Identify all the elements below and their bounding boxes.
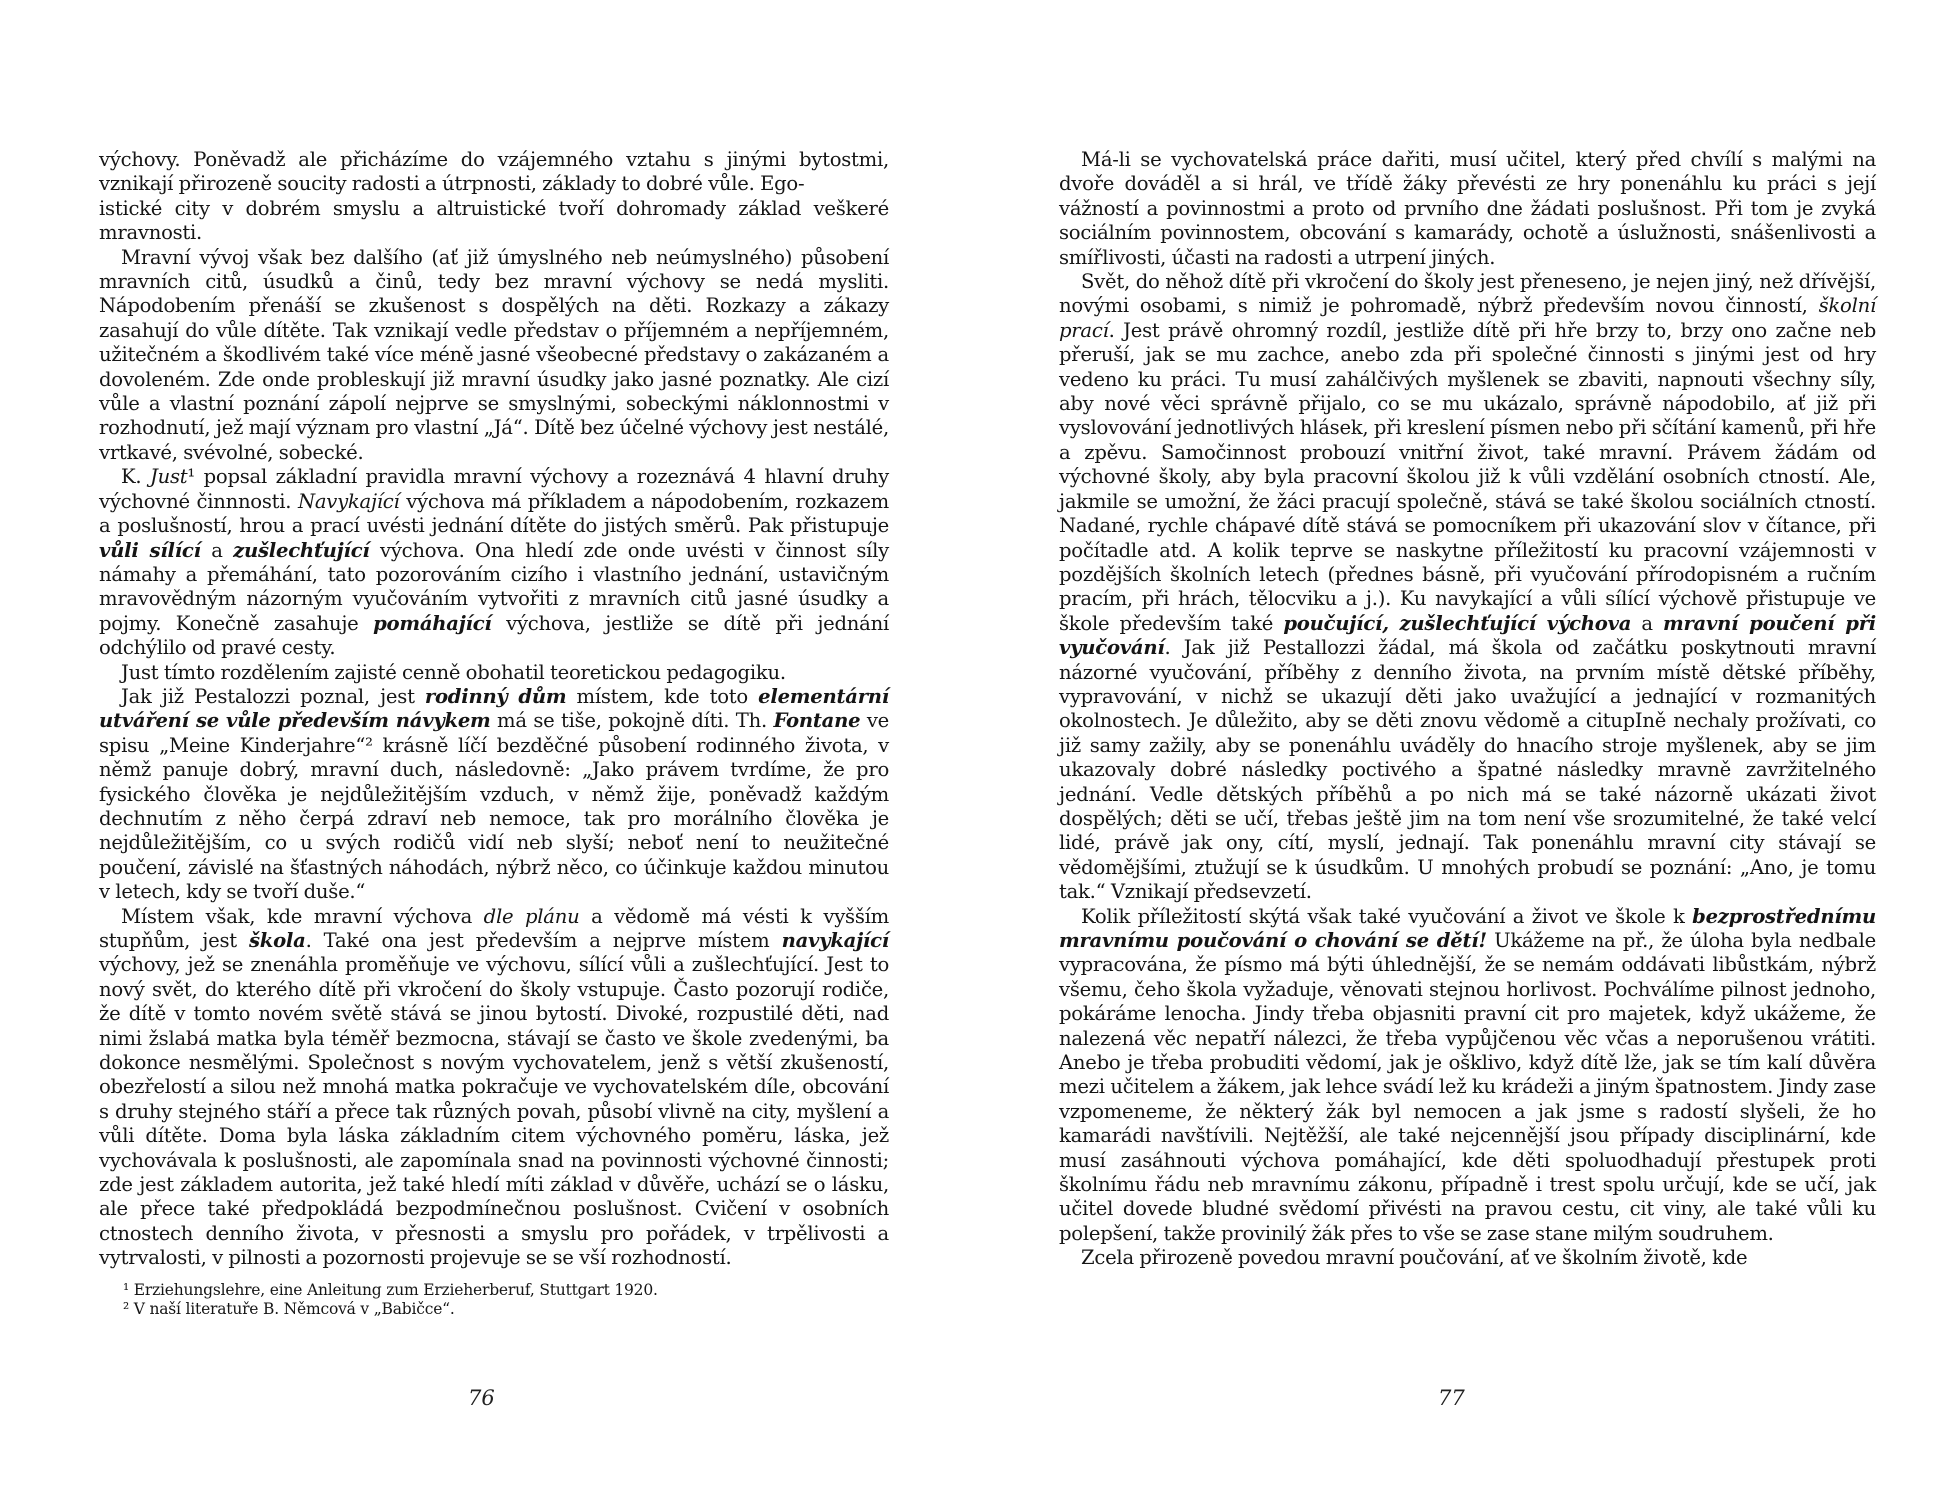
footnote-1: ¹ Erziehungslehre, eine Anleitung zum Erzieherberuf, Stuttgart 1920. [123, 1280, 658, 1299]
left-page [99, 148, 889, 1319]
paragraph: Má-li se vychovatelská práce dařiti, musí učitel, který před chvílí s malými na dvoře dováděl a si hrál, ve třídě žáky převésti ze hry ponenáhlu ku práci s její vážností a povinnostmi a proto od prvního dne žádati poslušnost. Při tom je zvyká sociálním povinnostem, obcování s kamarády, ochotě a úslužnosti, snášenlivosti a smířlivosti, účasti na radosti a utrpení jiných. [1059, 148, 1876, 269]
page-number-left: 76 [468, 1386, 495, 1410]
right-page [1059, 148, 1876, 1271]
paragraph: výchovy. Poněvadž ale přicházíme do vzájemného vztahu s jinými bytostmi, vznikají přirozeně soucity radosti a útrpnosti, základy to dobré vůle. Ego- istické city v dobrém smyslu a altruistické tvoří dohromady základ veškeré mravnosti. [99, 148, 889, 245]
page-number-right: 77 [1438, 1386, 1465, 1410]
paragraph: Místem však, kde mravní výchova dle plánu a vědomě má vésti k vyšším stupňům, jest škola. Také ona jest především a nejprve místem navykající výchovy, jež se znenáhla proměňuje ve výchovu, sílící vůli a zušlechťující. Jest to nový svět, do kterého dítě při vkročení do školy vstupuje. Často pozorují rodiče, že dítě v tomto novém světě stává se jinou bytostí. Divoké, rozpustilé děti, nad nimi žslabá matka byla téměř bezmocna, stávají se často ve škole zvedenými, ba dokonce nesmělými. Společnost s novým vychovatelem, jenž s větší zkušeností, obezřelostí a silou než mnohá matka pokračuje ve vychovatelském díle, obcování s druhy stejného stáří a přece tak různých povah, působí vlivně na city, myšlení a vůli dítěte. Doma byla láska základním citem výchovného poměru, láska, jež vychovávala k poslušnosti, ale zapomínala snad na povinnosti výchovné činnosti; zde jest základem autorita, jež také hledí míti základ v důvěře, uchází se o lásku, ale přece také předpokládá bezpodmínečnou poslušnost. Cvičení v osobních ctnostech denního života, v přesnosti a smyslu pro pořádek, v trpělivosti a vytrvalosti, v pilnosti a pozornosti projevuje se se vší rozhodností. [99, 904, 889, 1270]
paragraph: K. Just¹ popsal základní pravidla mravní výchovy a rozeznává 4 hlavní druhy výchovné činnnosti. Navykající výchova má příkladem a nápodobením, rozkazem a poslušností, hrou a prací uvésti jednání dítěte do jistých směrů. Pak přistupuje vůli sílící a zušlechťující výchova. Ona hledí zde onde uvésti v činnost síly námahy a přemáhání, tato pozorováním cizího i vlastního jednání, ustavičným mravovědným názorným vyučováním vytvořiti z mravních citů jasné úsudky a pojmy. Konečně zasahuje pomáhající výchova, jestliže se dítě při jednání odchýlilo od pravé cesty. [99, 465, 889, 660]
paragraph: Jak již Pestalozzi poznal, jest rodinný dům místem, kde toto elementární utváření se vůle především návykem má se tiše, pokojně díti. Th. Fontane ve spisu „Meine Kinderjahre“² krásně líčí bezděčné působení rodinného života, v němž panuje dobrý, mravní duch, následovně: „Jako právem tvrdíme, že pro fysického člověka je nejdůležitějším vzduch, v němž žije, poněvadž každým dechnutím z něho čerpá zdraví neb nemoce, tak pro morálního člověka je nejdůležitějším, co u svých rodičů vidí neb slyší; neboť není to neužitečné poučení, závislé na šťastných náhodách, nýbrž něco, co účinkuje každou minutou v letech, kdy se tvoří duše.“ [99, 684, 889, 904]
right-page-text [1059, 148, 1876, 1271]
paragraph: Just tímto rozdělením zajisté cenně obohatil teoretickou pedagogiku. [121, 660, 786, 684]
paragraph: Zcela přirozeně povedou mravní poučování, ať ve školním životě, kde [1081, 1246, 1748, 1270]
paragraph: Svět, do něhož dítě při vkročení do školy jest přeneseno, je nejen jiný, než dřívější, novými osobami, s nimiž je pohromadě, nýbrž především novou činností, školní prací. Jest právě ohromný rozdíl, jestliže dítě při hře brzy to, brzy ono začne neb přeruší, jak se mu zachce, anebo zda při společné činnosti s jinými jest od hry vedeno ku práci. Tu musí zahálčivých myšlenek se zbaviti, napnouti všechny síly, aby nové věci správně přijalo, co se mu ukázalo, správně nápodobilo, ať již při vyslovování jednotlivých hlásek, při kreslení písmen nebo při sčítání kamenů, při hře a zpěvu. Samočinnost probouzí vnitřní život, také mravní. Právem žádám od výchovné školy, aby byla pracovní školou již k vůli vzdělání osobních ctností. Ale, jakmile se umožní, že žáci pracují společně, stává se také školou sociálních ctností. Nadané, rychle chápavé dítě stává se pomocníkem při ukazování slov v čítance, při počítadle atd. A kolik teprve se naskytne příležitostí ku pracovní vzájemnosti v pozdějších školních letech (přednes básně, při vyučování přírodopisném a ručním pracím, při hrách, tělocviku a j.). Ku navykající a vůli sílící výchově přistupuje ve škole především také poučující, zušlechťující výchova a mravní poučení při vyučování. Jak již Pestallozzi žádal, má škola od začátku poskytnouti mravní názorné vyučování, příběhy z denního života, na prvním místě dětské příběhy, vypravování, v nichž se ukazují děti jako uvažující a jednající v rozmanitých okolnostech. Je důležito, aby se děti znovu vědomě a citupIně nechaly prožívati, co již samy zažily, aby se ponenáhlu uváděly do hnacího stroje myšlenek, aby se jim ukazovaly dobré následky poctivého a špatné následky mravně zavržitelného jednání. Vedle dětských příběhů a po nich má se také názorně ukázati život dospělých; děti se učí, třebas ještě jim na tom není vše srozumitelné, že také velcí lidé, právě jak ony, cítí, myslí, jednají. Tak ponenáhlu mravní city stávají se vědomějšími, ztužují se k úsudkům. U mnohých probudí se poznání: „Ano, je tomu tak.“ Vznikají předsevzetí. [1059, 270, 1876, 904]
left-page-text [99, 148, 889, 1271]
footnotes [99, 1281, 889, 1319]
paragraph: Mravní vývoj však bez dalšího (ať již úmyslného neb neúmyslného) působení mravních citů, úsudků a činů, tedy bez mravní výchovy se nedá mysliti. Nápodobením přenáší se zkušenost s dospělých na děti. Rozkazy a zákazy zasahují do vůle dítěte. Tak vznikají vedle představ o příjemném a nepříjemném, užitečném a škodlivém také více méně jasné všeobecné představy o zakázaném a dovoleném. Zde onde probleskují již mravní úsudky jako jasné poznatky. Ale cizí vůle a vlastní poznání zápolí nejprve se smyslnými, sobeckými náklonnostmi v rozhodnutí, jež mají význam pro vlastní „Já“. Dítě bez účelné výchovy jest nestálé, vrtkavé, svévolné, sobecké. [99, 245, 889, 464]
paragraph: Kolik příležitostí skýtá však také vyučování a život ve škole k bezprostřednímu mravnímu poučování o chování se dětí! Ukážeme na př., že úloha byla nedbale vypracována, že písmo má býti úhlednější, že se nemám oddávati libůstkám, nýbrž všemu, čeho škola vyžaduje, věnovati stejnou horlivost. Pochválíme pilnost jednoho, pokáráme lenocha. Jindy třeba objasniti pravní cit pro majetek, když ukážeme, že nalezená věc nepatří nálezci, že třeba vypůjčenou věc včas a neporušenou vrátiti. Anebo je třeba probuditi vědomí, jak je ošklivo, když dítě lže, jak se tím kalí důvěra mezi učitelem a žákem, jak lehce svádí lež ku krádeži a jiným špatnostem. Jindy zase vzpomeneme, že některý žák byl nemocen a jak jsme s radostí slyšeli, že ho kamarádi navštívili. Nejtěžší, ale také nejcennější jsou případy disciplinární, kde musí zasáhnouti výchova pomáhající, kde děti spoluodhadují přestupek proti školnímu řádu neb mravnímu zákonu, případně i trest spolu určují, kde se učí, jak učitel dovede bludné svědomí přivésti na pravou cestu, cit viny, ale také vůli ku polepšení, takže provinilý žák přes to vše se zase stane milým soudruhem. [1059, 904, 1876, 1245]
footnote-2: ² V naší literatuře B. Němcová v „Babičce“. [123, 1299, 455, 1318]
